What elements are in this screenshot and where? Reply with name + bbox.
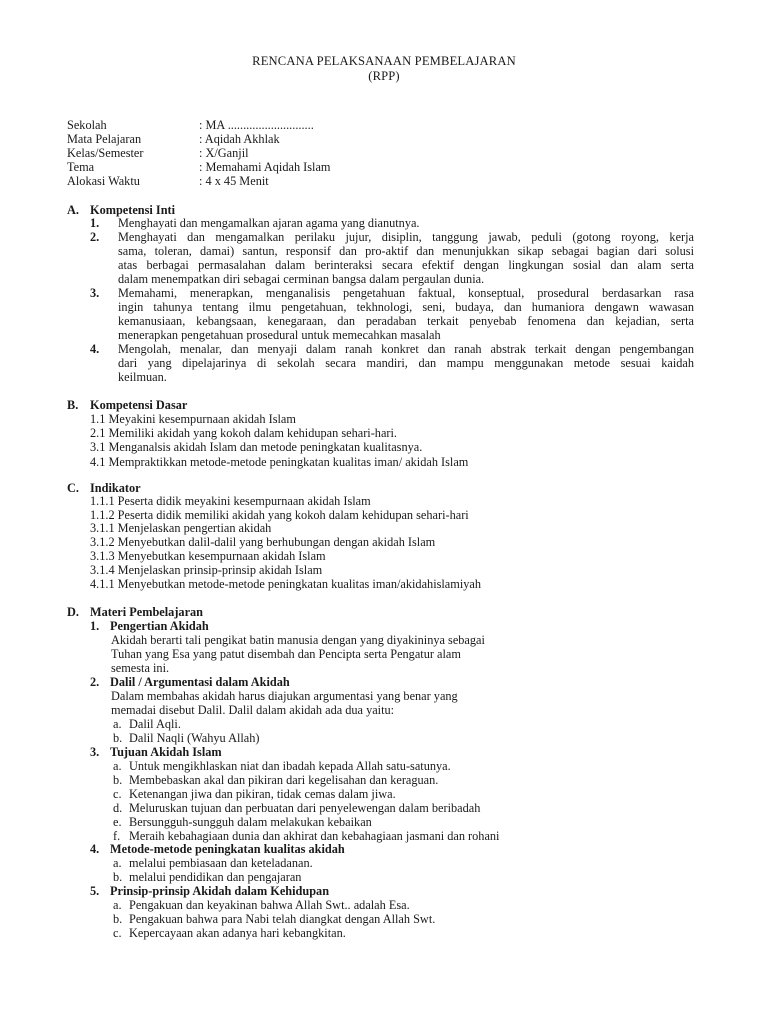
materi-3-heading [90,745,222,760]
ki-2-line-2: sama, toleran, damai) santun, responsif dan pro-aktif dan menunjukkan sikap sebagai bagian dari solusi [118,244,694,258]
identity-label-subject: Mata Pelajaran [67,132,142,146]
section-b-title: Kompetensi Dasar [90,398,188,412]
item-text: Pengakuan bahwa para Nabi telah diangkat dengan Allah Swt. [129,912,436,926]
item-text: Membebaskan akal dan pikiran dari kegelisahan dan keraguan. [129,773,439,787]
materi-5-item [113,926,346,941]
section-b-heading [67,398,187,413]
item-letter: a. [113,717,122,731]
item-text: Meraih kebahagiaan dunia dan akhirat dan kebahagiaan jasmani dan rohani [129,829,500,843]
item-text: melalui pembiasaan dan keteladanan. [129,856,313,870]
ki-2-line-3: atas berbagai permasalahan dalam berinteraksi secara efektif dengan lingkungan sosial dan alam serta [118,258,694,272]
ki-1-line-1: Menghayati dan mengamalkan ajaran agama yang dianutnya. [118,216,420,230]
materi-3-item [113,815,372,830]
ki-3-line-2: ingin tahunya tentang ilmu pengetahuan, tekhnologi, seni, budaya, dan humaniora dengawn wawasan [118,300,694,314]
indicator-item: 3.1.4 Menjelaskan prinsip-prinsip akidah Islam [90,563,323,577]
kd-item: 4.1 Mempraktikkan metode-metode peningkatan kualitas iman/ akidah Islam [90,455,469,469]
ki-4-line-1: Mengolah, menalar, dan menyaji dalam ranah konkret dan ranah abstrak terkait dengan pengembangan [118,342,694,356]
identity-label-class: Kelas/Semester [67,146,144,160]
section-a-title: Kompetensi Inti [90,203,176,217]
item-letter: a. [113,759,122,773]
item-letter: c. [113,787,122,801]
identity-value-subject: : Aqidah Akhlak [199,132,280,146]
ki-4-line-3: keilmuan. [118,370,167,384]
item-letter: f. [113,829,121,843]
kd-item: 1.1 Meyakini kesempurnaan akidah Islam [90,412,296,426]
identity-value-theme: : Memahami Aqidah Islam [199,160,331,174]
item-text: Dalil Aqli. [129,717,181,731]
materi-4-title: Metode-metode peningkatan kualitas akidah [110,842,345,856]
ki-2-line-1: Menghayati dan mengamalkan perilaku jujur, disiplin, tanggung jawab, peduli (gotong royong, kerja [118,230,694,244]
materi-1-number: 1. [90,619,100,633]
ki-3-line-1: Memahami, menerapkan, menganalisis pengetahuan faktual, konseptual, prosedural berdasarkan rasa [118,286,694,300]
identity-label-theme: Tema [67,160,95,174]
item-text: Bersungguh-sungguh dalam melakukan kebaikan [129,815,372,829]
indicator-item: 1.1.2 Peserta didik memiliki akidah yang kokoh dalam kehidupan sehari-hari [90,508,469,522]
document-title: RENCANA PELAKSANAAN PEMBELAJARAN [252,54,516,68]
item-text: Kepercayaan akan adanya hari kebangkitan. [129,926,346,940]
materi-3-item [113,759,451,774]
document-subtitle: (RPP) [368,69,400,83]
indicator-item: 3.1.1 Menjelaskan pengertian akidah [90,521,272,535]
materi-5-item [113,912,435,927]
materi-2-heading [90,675,290,690]
materi-1-line: semesta ini. [111,661,170,675]
materi-3-item [113,801,480,816]
ki-2-number: 2. [90,230,100,244]
ki-2-line-4: dalam menempatkan diri sebagai cerminan bangsa dalam pergaulan dunia. [118,272,485,286]
materi-2-item [113,717,181,732]
identity-value-class: : X/Ganjil [199,146,249,160]
item-letter: c. [113,926,122,940]
ki-1-number: 1. [90,216,100,230]
ki-3-line-3: kemanusiaan, kebangsaan, kenegaraan, dan peradaban terkait penyebab fenomena dan kejadian, serta [118,314,694,328]
indicator-item: 1.1.1 Peserta didik meyakini kesempurnaan akidah Islam [90,494,371,508]
materi-2-line: memadai disebut Dalil. Dalil dalam akidah ada dua yaitu: [111,703,395,717]
materi-2-number: 2. [90,675,100,689]
indicator-item: 3.1.3 Menyebutkan kesempurnaan akidah Islam [90,549,326,563]
identity-value-school: : MA ............................ [199,118,314,132]
item-letter: e. [113,815,122,829]
item-text: Pengakuan dan keyakinan bahwa Allah Swt.. adalah Esa. [129,898,410,912]
materi-5-heading [90,884,329,899]
item-letter: b. [113,731,123,745]
item-letter: a. [113,856,122,870]
item-text: Dalil Naqli (Wahyu Allah) [129,731,260,745]
materi-5-item [113,898,410,913]
section-b-letter: B. [67,398,79,412]
section-c-title: Indikator [90,481,141,495]
identity-label-time: Alokasi Waktu [67,174,140,188]
indicator-item: 4.1.1 Menyebutkan metode-metode peningkatan kualitas iman/akidahislamiyah [90,577,482,591]
materi-5-title: Prinsip-prinsip Akidah dalam Kehidupan [110,884,330,898]
materi-1-line: Akidah berarti tali pengikat batin manusia dengan yang diyakininya sebagai [111,633,485,647]
item-letter: b. [113,773,123,787]
section-d-heading [67,605,203,620]
kd-item: 3.1 Menganalsis akidah Islam dan metode peningkatan kualitasnya. [90,440,423,454]
ki-4-number: 4. [90,342,100,356]
materi-1-title: Pengertian Akidah [110,619,209,633]
materi-1-heading [90,619,209,634]
section-a-letter: A. [67,203,79,217]
item-letter: a. [113,898,122,912]
materi-4-item [113,870,301,885]
item-text: Meluruskan tujuan dan perbuatan dari penyelewengan dalam beribadah [129,801,481,815]
item-letter: b. [113,870,123,884]
materi-3-item [113,773,438,788]
materi-3-title: Tujuan Akidah Islam [110,745,222,759]
section-d-letter: D. [67,605,79,619]
materi-3-item [113,787,396,802]
materi-2-title: Dalil / Argumentasi dalam Akidah [110,675,290,689]
indicator-item: 3.1.2 Menyebutkan dalil-dalil yang berhubungan dengan akidah Islam [90,535,436,549]
item-letter: d. [113,801,123,815]
materi-5-number: 5. [90,884,100,898]
materi-2-line: Dalam membahas akidah harus diajukan argumentasi yang benar yang [111,689,458,703]
materi-4-number: 4. [90,842,100,856]
ki-4-line-2: dari yang dipelajarinya di sekolah secara mandiri, dan mampu menggunakan metode sesuai kaidah [118,356,694,370]
item-text: melalui pendidikan dan pengajaran [129,870,302,884]
item-letter: b. [113,912,123,926]
identity-label-school: Sekolah [67,118,107,132]
item-text: Untuk mengikhlaskan niat dan ibadah kepada Allah satu-satunya. [129,759,451,773]
identity-value-time: : 4 x 45 Menit [199,174,269,188]
materi-4-heading [90,842,345,857]
section-d-title: Materi Pembelajaran [90,605,204,619]
ki-3-line-4: menerapkan pengetahuan prosedural untuk memecahkan masalah [118,328,441,342]
ki-3-number: 3. [90,286,100,300]
kd-item: 2.1 Memiliki akidah yang kokoh dalam kehidupan sehari-hari. [90,426,398,440]
materi-1-line: Tuhan yang Esa yang patut disembah dan Pencipta serta Pengatur alam [111,647,461,661]
materi-4-item [113,856,313,871]
item-text: Ketenangan jiwa dan pikiran, tidak cemas dalam jiwa. [129,787,396,801]
section-c-letter: C. [67,481,79,495]
materi-3-number: 3. [90,745,100,759]
materi-2-item [113,731,260,746]
